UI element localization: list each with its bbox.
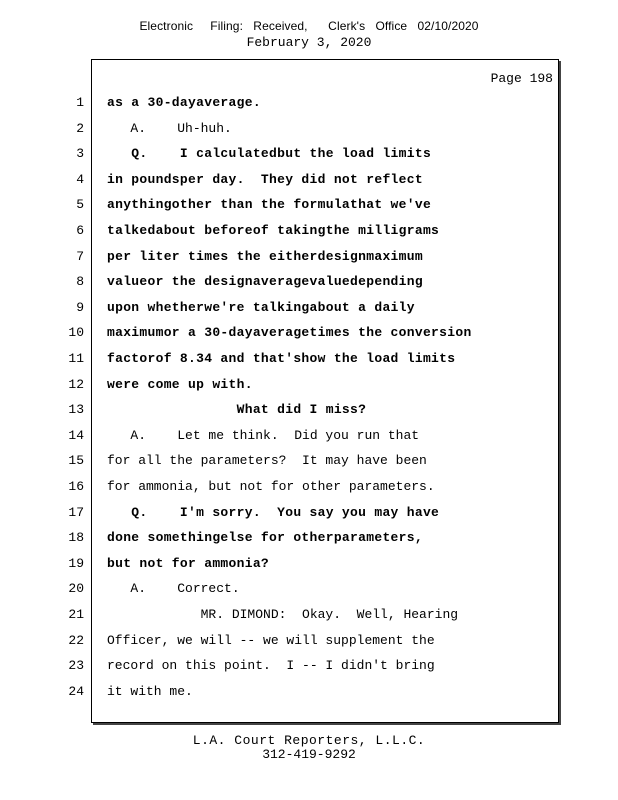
transcript-line: valueor the designaveragevaluedepending xyxy=(107,274,423,289)
line-number: 5 xyxy=(76,197,84,212)
transcript-date: February 3, 2020 xyxy=(246,35,372,50)
transcript-line: were come up with. xyxy=(107,377,253,392)
line-number: 21 xyxy=(68,607,84,622)
transcript-line: What did I miss? xyxy=(107,402,367,417)
transcript-line: for all the parameters? It may have been xyxy=(107,453,427,468)
court-reporter-phone: 312-419-9292 xyxy=(262,747,356,762)
transcript-line: for ammonia, but not for other parameters. xyxy=(107,479,435,494)
line-number: 11 xyxy=(68,351,84,366)
transcript-line: upon whetherwe're talkingabout a daily xyxy=(107,300,415,315)
transcript-line: it with me. xyxy=(107,684,193,699)
transcript-line: Q. I'm sorry. You say you may have xyxy=(107,505,440,520)
line-number: 13 xyxy=(68,402,84,417)
line-number: 12 xyxy=(68,377,84,392)
line-number: 24 xyxy=(68,684,84,699)
transcript-line: A. Let me think. Did you run that xyxy=(107,428,420,443)
transcript-line: in poundsper day. They did not reflect xyxy=(107,172,423,187)
transcript-line: MR. DIMOND: Okay. Well, Hearing xyxy=(107,607,459,622)
line-number: 7 xyxy=(76,249,84,264)
line-number: 2 xyxy=(76,121,84,136)
line-number: 16 xyxy=(68,479,84,494)
line-number: 6 xyxy=(76,223,84,238)
transcript-line: Q. I calculatedbut the load limits xyxy=(107,146,432,161)
transcript-line: anythingother than the formulathat we've xyxy=(107,197,432,212)
transcript-line: maximumor a 30-dayaveragetimes the conversion xyxy=(107,325,472,340)
transcript-line: done somethingelse for otherparameters, xyxy=(107,530,423,545)
line-number: 8 xyxy=(76,274,84,289)
transcript-line: talkedabout beforeof takingthe milligrams xyxy=(107,223,440,238)
transcript-line: factorof 8.34 and that'show the load limits xyxy=(107,351,456,366)
transcript-line: per liter times the eitherdesignmaximum xyxy=(107,249,423,264)
line-number: 22 xyxy=(68,633,84,648)
transcript-line: as a 30-dayaverage. xyxy=(107,95,261,110)
transcript-line: Officer, we will -- we will supplement the xyxy=(107,633,435,648)
line-number: 20 xyxy=(68,581,84,596)
filing-stamp: Electronic Filing: Received, Clerk's Office 02/10/2020 xyxy=(139,19,479,33)
page-number: Page 198 xyxy=(490,71,553,86)
transcript-line: A. Uh-huh. xyxy=(107,121,232,136)
line-number: 18 xyxy=(68,530,84,545)
line-number: 17 xyxy=(68,505,84,520)
line-number: 9 xyxy=(76,300,84,315)
transcript-line: record on this point. I -- I didn't bring xyxy=(107,658,435,673)
line-number: 1 xyxy=(76,95,84,110)
line-number: 15 xyxy=(68,453,84,468)
transcript-line: but not for ammonia? xyxy=(107,556,270,571)
line-number: 4 xyxy=(76,172,84,187)
court-reporter-name: L.A. Court Reporters, L.L.C. xyxy=(192,733,426,748)
line-number: 23 xyxy=(68,658,84,673)
transcript-line: A. Correct. xyxy=(107,581,240,596)
line-number: 14 xyxy=(68,428,84,443)
line-number: 3 xyxy=(76,146,84,161)
line-number: 10 xyxy=(68,325,84,340)
line-number: 19 xyxy=(68,556,84,571)
